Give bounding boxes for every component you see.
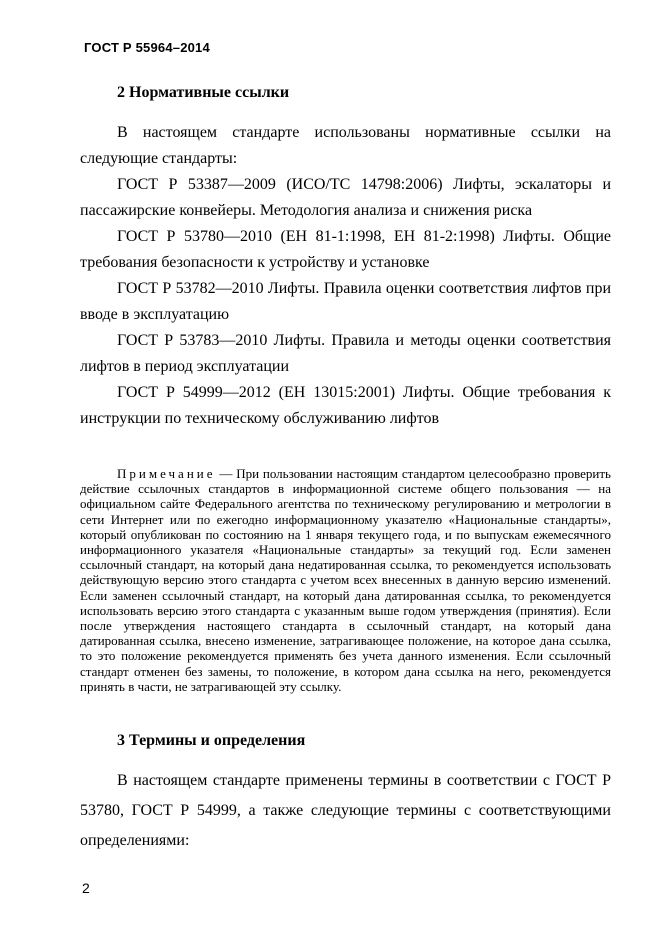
- section-2-heading: 2 Нормативные ссылки: [117, 84, 290, 101]
- section-2-intro: В настоящем стандарте использованы нормативные ссылки на следующие стандарты:: [80, 124, 611, 167]
- reference-item: ГОСТ Р 54999—2012 (ЕН 13015:2001) Лифты. Общие требования к инструкции по техническому обслуживанию лифтов: [80, 384, 611, 427]
- reference-item: ГОСТ Р 53780—2010 (ЕН 81-1:1998, ЕН 81-2:1998) Лифты. Общие требования безопасности к устройству и установке: [80, 228, 611, 271]
- note-text: — При пользовании настоящим стандартом целесообразно проверить действие ссылочных стандартов в информационной системе общего пользования — на официальном сайте Федерального агентства по техническому регулированию и метрологии в сети Интернет или по ежегодно информационному указателю «Национальные стандарты», который опубликован по состоянию на 1 января текущего года, и по выпускам ежемесячного информационного указателя «Национальные стандарты» за текущий год. Если заменен ссылочный стандарт, на который дана недатированная ссылка, то рекомендуется использовать действующую версию этого стандарта с учетом всех внесенных в данную версию изменений. Если заменен ссылочный стандарт, на который дана датированная ссылка, то рекомендуется использовать версию этого стандарта с указанным выше годом утверждения (принятия). Если после утверждения настоящего стандарта в ссылочный стандарт, на который дана датированная ссылка, внесено изменение, затрагивающее положение, на которое дана ссылка, то это положение рекомендуется применять без учета данного изменения. Если ссылочный стандарт отменен без замены, то положение, в котором дана ссылка на него, рекомендуется принять в части, не затрагивающей эту ссылку.: [80, 466, 611, 694]
- page-number: 2: [82, 880, 90, 896]
- section-3-heading: 3 Термины и определения: [117, 732, 306, 750]
- note-label: Примечание: [117, 466, 216, 481]
- document-header: ГОСТ Р 55964–2014: [84, 40, 210, 55]
- note-paragraph: [80, 466, 611, 694]
- reference-item: ГОСТ Р 53783—2010 Лифты. Правила и методы оценки соответствия лифтов в период эксплуатации: [80, 332, 611, 375]
- reference-item: ГОСТ Р 53782—2010 Лифты. Правила оценки соответствия лифтов при вводе в эксплуатацию: [80, 280, 611, 323]
- reference-item: ГОСТ Р 53387—2009 (ИСО/ТС 14798:2006) Лифты, эскалаторы и пассажирские конвейеры. Методология анализа и снижения риска: [80, 176, 611, 219]
- page-content: [80, 80, 611, 856]
- section-3-intro: В настоящем стандарте применены термины в соответствии с ГОСТ Р 53780, ГОСТ Р 54999, а также следующие термины с соответствующими определениями:: [80, 772, 611, 850]
